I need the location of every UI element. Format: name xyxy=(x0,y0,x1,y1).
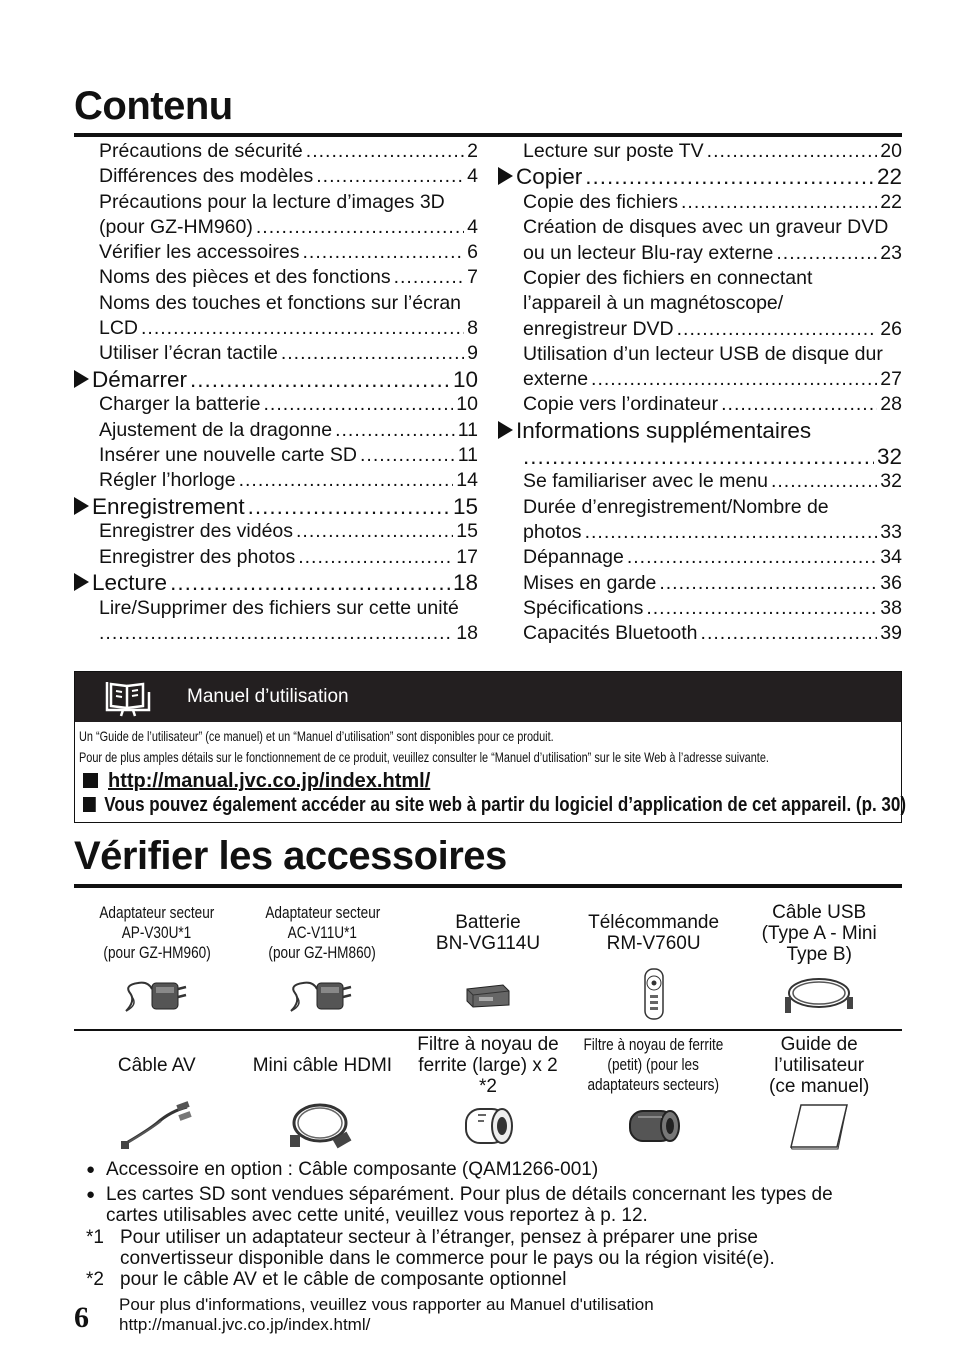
toc-entry-label: Précautions de sécurité xyxy=(99,140,303,162)
toc-entry[interactable] xyxy=(498,621,902,646)
toc-entry[interactable] xyxy=(498,190,902,215)
manual-box-line-2: Pour de plus amples détails sur le fonctionnement de ce produit, veuillez consulter le “Manuel d’utilisation” sur le site Web à l’adresse suivante. xyxy=(79,749,769,765)
toc-entry-text: Précautions pour la lecture d’images 3D xyxy=(99,190,445,213)
toc-entry-label: Insérer une nouvelle carte SD xyxy=(99,444,357,467)
toc-page-number: 18 xyxy=(456,622,478,645)
toc-dot-leader xyxy=(302,240,464,265)
accessory-label-line: Mini câble HDMI xyxy=(252,1054,393,1076)
book-monitor-icon xyxy=(105,678,155,718)
toc-entry[interactable] xyxy=(74,139,478,164)
toc-page-number: 32 xyxy=(880,470,902,493)
accessories-row-1 xyxy=(74,900,902,1026)
footnote-1: Pour utiliser un adaptateur secteur à l’étranger, pensez à préparer une prise xyxy=(120,1227,758,1248)
note-sd-cards-cont: cartes utilisables avec cette unité, veuillez vous reportez à p. 12. xyxy=(106,1205,648,1226)
accessory-label xyxy=(251,900,395,966)
toc-entry-label: Utiliser l’écran tactile xyxy=(99,342,278,365)
toc-page-number: 6 xyxy=(467,241,478,264)
accessory-label-line: ferrite (large) x 2 xyxy=(418,1054,558,1076)
square-bullet-icon xyxy=(83,797,96,812)
toc-entry[interactable] xyxy=(74,621,478,646)
accessory-label-line: *2 xyxy=(479,1075,497,1097)
accessory-item xyxy=(571,900,737,1026)
toc-entry[interactable] xyxy=(498,545,902,570)
accessory-label-line: (pour GZ-HM960) xyxy=(103,943,211,962)
toc-entry[interactable] xyxy=(498,241,902,266)
toc-section-entry[interactable] xyxy=(74,494,478,520)
accessory-label-line: Adaptateur secteur xyxy=(99,903,215,922)
toc-entry-label: Régler l’horloge xyxy=(99,469,236,492)
toc-page-number: 14 xyxy=(456,469,478,492)
toc-dot-leader xyxy=(646,596,877,621)
battery-icon xyxy=(463,966,513,1022)
toc-dot-leader xyxy=(681,190,877,215)
ac-adapter-icon xyxy=(287,966,357,1022)
triangle-arrow-icon xyxy=(498,167,513,185)
accessory-item xyxy=(405,900,571,1026)
toc-entry-label: Enregistrer des vidéos xyxy=(99,520,294,543)
toc-entry-label: LCD xyxy=(99,317,139,340)
accessory-label-line: RM-V760U xyxy=(606,933,701,954)
toc-page-number: 2 xyxy=(467,140,478,162)
toc-entry-label: Dépannage xyxy=(523,546,624,569)
toc-page-number: 10 xyxy=(456,393,478,416)
ac-adapter-icon xyxy=(122,966,192,1022)
toc-page-number: 22 xyxy=(876,164,902,190)
accessory-label-line: Guide de xyxy=(780,1033,858,1055)
toc-page-number: 23 xyxy=(880,241,902,264)
toc-right-column xyxy=(498,139,902,646)
manual-app-note: Vous pouvez également accéder au site web à partir du logiciel d’application de cet appareil. (p. 30) xyxy=(104,794,906,816)
toc-page-number: 10 xyxy=(452,366,478,392)
accessory-item xyxy=(240,1032,406,1158)
accessories-title: Vérifier les accessoires xyxy=(74,834,507,878)
contents-title: Contenu xyxy=(74,84,233,128)
hdmi-cable-icon xyxy=(284,1098,360,1154)
toc-page-number: 20 xyxy=(880,140,902,162)
toc-page-number: 28 xyxy=(880,393,902,416)
toc-entry-label: Spécifications xyxy=(523,596,644,619)
toc-entry[interactable] xyxy=(498,367,902,392)
toc-dot-leader xyxy=(707,139,878,164)
toc-entry-text: Noms des touches et fonctions sur l’écran xyxy=(99,291,462,314)
usb-cable-icon xyxy=(781,966,857,1022)
manual-box-header xyxy=(75,672,901,722)
toc-entry-label: photos xyxy=(523,520,582,543)
toc-entry-label: Copier xyxy=(516,164,583,190)
toc-entry[interactable] xyxy=(74,316,478,341)
toc-page-number: 34 xyxy=(880,546,902,569)
toc-dot-leader xyxy=(585,520,878,545)
footer-line-1: Pour plus d'informations, veuillez vous rapporter au Manuel d'utilisation xyxy=(119,1295,654,1314)
toc-dot-leader xyxy=(141,316,464,341)
toc-entry[interactable] xyxy=(498,392,902,417)
toc-section-heading[interactable] xyxy=(498,418,902,444)
toc-dot-leader xyxy=(335,418,455,443)
accessory-label-line: BN-VG114U xyxy=(435,933,541,954)
page-number: 6 xyxy=(74,1301,89,1334)
toc-dot-leader xyxy=(170,570,450,596)
toc-entry-label: Se familiariser avec le menu xyxy=(523,470,768,493)
toc-page-number: 32 xyxy=(876,443,902,469)
accessory-label-line: Télécommande xyxy=(588,912,720,933)
toc-entry-label: Démarrer xyxy=(92,366,188,392)
toc-entry-text: l’appareil à un magnétoscope/ xyxy=(523,292,784,315)
toc-entry-label: Ajustement de la dragonne xyxy=(99,418,333,441)
toc-dot-leader xyxy=(264,392,454,417)
accessory-label-line: Câble AV xyxy=(117,1054,196,1076)
accessory-label-line: (Type A - Mini xyxy=(761,922,877,944)
footnote-mark-2: *2 xyxy=(86,1269,104,1290)
toc-page-number: 15 xyxy=(452,493,478,519)
toc-section-entry[interactable] xyxy=(498,444,902,470)
toc-entry-label: externe xyxy=(523,368,589,391)
accessory-item xyxy=(736,900,902,1026)
toc-entry-label: Capacités Bluetooth xyxy=(523,622,698,645)
toc-page-number: 11 xyxy=(457,444,478,467)
bullet-icon: ● xyxy=(86,1161,96,1178)
toc-entry-label: Enregistrement xyxy=(92,493,245,519)
toc-entry-label: Enregistrer des photos xyxy=(99,545,296,568)
toc-page-number: 15 xyxy=(456,520,478,543)
toc-entry[interactable] xyxy=(74,240,478,265)
toc-entry[interactable] xyxy=(74,468,478,493)
toc-dot-leader xyxy=(360,443,455,468)
toc-entry-label: Lecture xyxy=(92,570,168,596)
toc-page-number: 8 xyxy=(467,317,478,340)
accessory-label-line: (ce manuel) xyxy=(769,1075,870,1097)
toc-page-number: 39 xyxy=(880,622,902,645)
manual-app-note-line xyxy=(83,794,906,817)
toc-page-number: 38 xyxy=(880,596,902,619)
accessory-label xyxy=(769,1032,869,1098)
toc-entry[interactable] xyxy=(498,469,902,494)
toc-entry[interactable] xyxy=(74,265,478,290)
toc-entry-label: Charger la batterie xyxy=(99,393,261,416)
toc-entry-text: Création de disques avec un graveur DVD xyxy=(523,216,889,239)
toc-page-number: 26 xyxy=(880,317,902,340)
toc-entry-text: Durée d’enregistrement/Nombre de xyxy=(523,495,829,518)
accessory-label xyxy=(118,1032,196,1098)
note-sd-cards: Les cartes SD sont vendues séparément. Pour plus de détails concernant les types de xyxy=(106,1184,833,1205)
toc-entry-label: Mises en garde xyxy=(523,571,657,594)
toc-entry[interactable] xyxy=(74,545,478,570)
toc-page-number: 9 xyxy=(467,342,478,365)
footnote-1-cont: convertisseur disponible dans le commerce pour le pays ou la région visité(e). xyxy=(120,1248,775,1269)
toc-entry[interactable] xyxy=(498,571,902,596)
toc-entry-label: ou un lecteur Blu-ray externe xyxy=(523,241,774,264)
accessory-item xyxy=(736,1032,902,1158)
accessories-row-divider xyxy=(74,1029,902,1031)
toc-dot-leader xyxy=(627,545,877,570)
toc-entry-text: Utilisation d’un lecteur USB de disque dur xyxy=(523,342,883,365)
accessory-item xyxy=(240,900,406,1026)
toc-dot-leader xyxy=(394,265,465,290)
remote-control-icon xyxy=(640,966,668,1022)
toc-entry[interactable] xyxy=(498,139,902,164)
toc-dot-leader xyxy=(591,367,877,392)
toc-page-number: 18 xyxy=(452,570,478,596)
accessories-rule xyxy=(74,884,902,888)
square-bullet-icon xyxy=(83,773,98,788)
note-optional-accessory: Accessoire en option : Câble composante (QAM1266-001) xyxy=(106,1159,599,1180)
toc-dot-leader xyxy=(776,241,877,266)
toc-entry-label: Copie vers l’ordinateur xyxy=(523,393,719,416)
toc-page-number: 11 xyxy=(457,418,478,441)
manual-info-box xyxy=(74,671,906,823)
triangle-arrow-icon xyxy=(74,497,89,515)
toc-dot-leader xyxy=(256,215,464,240)
toc-page-number: 36 xyxy=(880,571,902,594)
manual-box-line-1: Un “Guide de l’utilisateur” (ce manuel) et un “Manuel d’utilisation” sont disponibles pour ce produit. xyxy=(79,728,554,744)
toc-dot-leader xyxy=(659,571,877,596)
toc-dot-leader xyxy=(239,468,454,493)
ferrite-core-large-icon xyxy=(456,1098,520,1154)
toc-entry[interactable] xyxy=(74,341,478,366)
toc-entry-text: Lire/Supprimer des fichiers sur cette unité xyxy=(99,596,459,619)
toc-entry-label: Différences des modèles xyxy=(99,165,314,188)
toc-entry[interactable] xyxy=(74,215,478,240)
accessory-item xyxy=(405,1032,571,1158)
accessory-label-line: Batterie xyxy=(455,912,521,933)
toc-dot-leader xyxy=(585,164,874,190)
toc-entry[interactable] xyxy=(74,392,478,417)
toc-entry-label: Lecture sur poste TV xyxy=(523,140,704,162)
triangle-arrow-icon xyxy=(498,421,513,439)
accessory-label xyxy=(762,900,877,966)
toc-dot-leader xyxy=(281,341,464,366)
triangle-arrow-icon xyxy=(74,573,89,591)
toc-dot-leader xyxy=(298,545,453,570)
accessory-label-line: adaptateurs secteurs) xyxy=(587,1075,720,1094)
toc-left-column xyxy=(74,139,478,646)
accessory-label xyxy=(417,1032,559,1098)
accessory-item xyxy=(571,1032,737,1158)
toc-section-entry[interactable] xyxy=(74,570,478,596)
footer-url[interactable]: http://manual.jvc.co.jp/index.html/ xyxy=(119,1315,371,1334)
accessory-label-line: AC-V11U*1 xyxy=(287,923,358,942)
toc-entry-label: Noms des pièces et des fonctions xyxy=(99,266,391,289)
toc-dot-leader xyxy=(523,444,874,470)
manual-box-title: Manuel d’utilisation xyxy=(187,686,349,707)
user-guide-icon xyxy=(787,1098,851,1154)
accessory-label xyxy=(588,900,719,966)
accessory-label-line: Câble USB xyxy=(772,901,867,923)
accessory-label-line: Adaptateur secteur xyxy=(264,903,380,922)
toc-page-number: 7 xyxy=(467,266,478,289)
toc-entry[interactable] xyxy=(74,164,478,189)
bullet-icon: ● xyxy=(86,1186,96,1203)
toc-dot-leader xyxy=(248,494,450,520)
accessory-label-line: Type B) xyxy=(786,943,852,965)
manual-url-line xyxy=(83,770,430,793)
contents-rule xyxy=(74,133,902,137)
accessory-label-line: AP-V30U*1 xyxy=(122,923,192,942)
triangle-arrow-icon xyxy=(74,370,89,388)
footnote-2: pour le câble AV et le câble de composante optionnel xyxy=(120,1269,567,1290)
toc-dot-leader xyxy=(99,621,453,646)
accessory-label-line: l’utilisateur xyxy=(774,1054,865,1076)
toc-dot-leader xyxy=(771,469,877,494)
toc-page-number: 4 xyxy=(467,215,478,238)
av-cable-icon xyxy=(117,1098,197,1154)
toc-section-entry[interactable] xyxy=(74,367,478,393)
accessory-item xyxy=(74,1032,240,1158)
toc-entry-label: enregistreur DVD xyxy=(523,317,674,340)
toc-page-number: 22 xyxy=(880,191,902,214)
accessory-label xyxy=(85,900,229,966)
accessory-label-line: Filtre à noyau de ferrite xyxy=(583,1035,724,1054)
accessory-label-line: (pour GZ-HM860) xyxy=(268,943,377,962)
accessories-row-2 xyxy=(74,1032,902,1158)
accessory-label-line: Filtre à noyau de xyxy=(417,1033,559,1055)
toc-entry[interactable] xyxy=(498,317,902,342)
toc-entry[interactable] xyxy=(74,418,478,443)
toc-entry-label: Vérifier les accessoires xyxy=(99,241,300,264)
toc-entry[interactable] xyxy=(498,520,902,545)
footnote-mark-1: *1 xyxy=(86,1227,104,1248)
toc-section-label: Informations supplémentaires xyxy=(516,417,812,443)
ferrite-core-small-icon xyxy=(622,1098,686,1154)
toc-entry[interactable] xyxy=(498,596,902,621)
toc-dot-leader xyxy=(677,317,878,342)
toc-entry-text: Copier des fichiers en connectant xyxy=(523,266,813,289)
toc-dot-leader xyxy=(296,519,453,544)
accessory-item xyxy=(74,900,240,1026)
toc-dot-leader xyxy=(316,164,464,189)
toc-page-number: 17 xyxy=(456,545,478,568)
toc-dot-leader xyxy=(721,392,877,417)
toc-section-entry[interactable] xyxy=(498,164,902,190)
accessory-label-line: (petit) (pour les xyxy=(607,1055,700,1074)
accessory-label xyxy=(436,900,540,966)
toc-entry[interactable] xyxy=(74,519,478,544)
accessory-label xyxy=(253,1032,392,1098)
toc-page-number: 33 xyxy=(880,520,902,543)
toc-dot-leader xyxy=(701,621,878,646)
toc-dot-leader xyxy=(190,367,450,393)
toc-dot-leader xyxy=(306,139,464,164)
toc-page-number: 27 xyxy=(880,368,902,391)
manual-url-link[interactable]: http://manual.jvc.co.jp/index.html/ xyxy=(108,770,431,792)
accessory-label xyxy=(566,1032,741,1098)
toc-entry-label: Copie des fichiers xyxy=(523,191,678,214)
toc-page-number: 4 xyxy=(467,165,478,188)
toc-entry[interactable] xyxy=(74,443,478,468)
toc-entry-label: (pour GZ-HM960) xyxy=(99,215,253,238)
